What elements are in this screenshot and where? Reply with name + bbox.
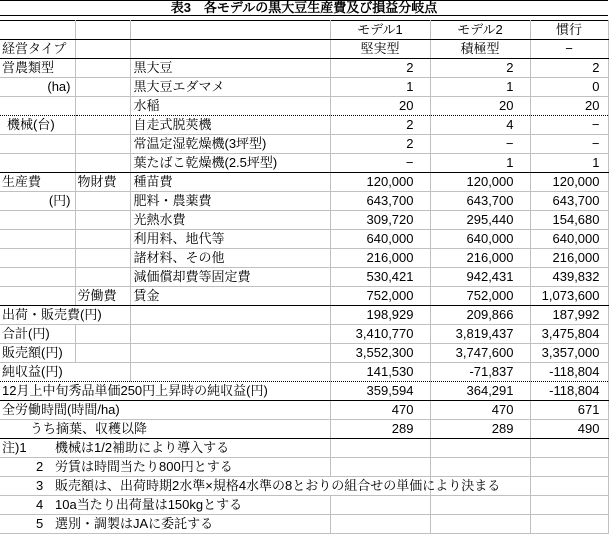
row-machine-tobacco-dryer: [0, 154, 608, 173]
item-label: 自走式脱莢機: [130, 116, 330, 135]
empty-cell: [0, 21, 75, 40]
value-model1: 3,410,770: [330, 325, 430, 344]
item-label: 黒大豆エダマメ: [130, 78, 330, 97]
row-net-profit: [0, 363, 608, 382]
value-model2: 積極型: [430, 40, 530, 59]
empty-cell: [75, 249, 130, 268]
value-model2: 289: [430, 420, 530, 439]
note-text: 10a当たり出荷量は150kgとする: [55, 497, 243, 512]
value-model2: 470: [430, 401, 530, 420]
row-label: 出荷・販売費(円): [0, 306, 130, 325]
col-header-conventional: 慣行: [530, 21, 608, 40]
col-header-model2: モデル2: [430, 21, 530, 40]
note-text: 販売額は、出荷時期2水準×規格4水準の8とおりの組合せの単価により決まる: [55, 478, 501, 493]
item-label: 減価償却費等固定費: [130, 268, 330, 287]
row-crop-black-soybean: [0, 59, 608, 78]
value-model1: −: [330, 154, 430, 173]
value-model1: 堅実型: [330, 40, 430, 59]
row-column-headers: [0, 21, 608, 40]
item-label: 種苗費: [130, 173, 330, 192]
empty-cell: [130, 306, 330, 325]
value-conventional: 2: [530, 59, 608, 78]
value-model1: 141,530: [330, 363, 430, 382]
value-model2: 942,431: [430, 268, 530, 287]
row-labor-after-harvest: [0, 420, 608, 439]
row-crop-paddy-rice: [0, 97, 608, 116]
row-net-profit-december-price-up: [0, 382, 608, 401]
value-conventional: 1: [530, 154, 608, 173]
row-crop-edamame: [0, 78, 608, 97]
item-label: 利用料、地代等: [130, 230, 330, 249]
empty-cell: [0, 249, 75, 268]
note-number: 2: [36, 459, 44, 474]
row-shipping-sales-cost: [0, 306, 608, 325]
note-row-4: [0, 496, 608, 515]
row-label: 生産費: [0, 173, 75, 192]
value-model1: 1: [330, 78, 430, 97]
empty-cell: [330, 439, 430, 458]
empty-cell: [530, 515, 608, 534]
note-number: 3: [36, 478, 44, 493]
row-cost-wages: [0, 287, 608, 306]
value-model2: 20: [430, 97, 530, 116]
item-label: 葉たばこ乾燥機(2.5坪型): [130, 154, 330, 173]
empty-cell: [530, 496, 608, 515]
empty-cell: [430, 439, 530, 458]
value-conventional: 671: [530, 401, 608, 420]
value-model2: -71,837: [430, 363, 530, 382]
empty-cell: [330, 458, 430, 477]
note-cell: [0, 496, 330, 515]
row-label: 純収益(円): [0, 363, 130, 382]
empty-cell: [75, 59, 130, 78]
empty-cell: [0, 230, 75, 249]
value-conventional: 490: [530, 420, 608, 439]
value-model1: 309,720: [330, 211, 430, 230]
row-label: うち摘葉、収穫以降: [0, 420, 330, 439]
row-label: (円): [0, 192, 75, 211]
empty-cell: [75, 344, 130, 363]
note-cell: [0, 477, 501, 496]
value-model2: 295,440: [430, 211, 530, 230]
empty-cell: [0, 154, 75, 173]
value-model1: 198,929: [330, 306, 430, 325]
value-model2: 1: [430, 78, 530, 97]
cost-table: [0, 20, 609, 534]
row-total-labor-hours: [0, 401, 608, 420]
item-label: 諸材料、その他: [130, 249, 330, 268]
value-conventional: 187,992: [530, 306, 608, 325]
value-conventional: 20: [530, 97, 608, 116]
sub-label: 物財費: [75, 173, 130, 192]
empty-cell: [75, 116, 130, 135]
row-cost-utilities: [0, 211, 608, 230]
note-text: 選別・調製はJAに委託する: [55, 516, 214, 531]
value-conventional: 643,700: [530, 192, 608, 211]
row-cost-fertilizer: [0, 192, 608, 211]
value-conventional: 154,680: [530, 211, 608, 230]
value-model1: 20: [330, 97, 430, 116]
col-header-model1: モデル1: [330, 21, 430, 40]
row-total-cost: [0, 325, 608, 344]
note-number: 5: [36, 516, 44, 531]
empty-cell: [0, 97, 75, 116]
note-row-5: [0, 515, 608, 534]
empty-cell: [75, 97, 130, 116]
row-cost-materials: [0, 249, 608, 268]
row-label: 全労働時間(時間/ha): [0, 401, 330, 420]
note-row-2: [0, 458, 608, 477]
empty-cell: [0, 135, 75, 154]
empty-cell: [530, 477, 608, 496]
empty-cell: [0, 268, 75, 287]
value-model2: 4: [430, 116, 530, 135]
row-label: 機械(台): [0, 116, 75, 135]
value-model1: 216,000: [330, 249, 430, 268]
empty-cell: [530, 439, 608, 458]
value-conventional: 439,832: [530, 268, 608, 287]
empty-cell: [530, 458, 608, 477]
row-cost-depreciation: [0, 268, 608, 287]
value-model2: 3,819,437: [430, 325, 530, 344]
empty-cell: [75, 154, 130, 173]
value-conventional: 3,357,000: [530, 344, 608, 363]
value-model1: 530,421: [330, 268, 430, 287]
value-model2: 1: [430, 154, 530, 173]
item-label: 賃金: [130, 287, 330, 306]
value-conventional: 1,073,600: [530, 287, 608, 306]
sub-label: 労働費: [75, 287, 130, 306]
item-label: 肥料・農薬費: [130, 192, 330, 211]
row-sales-amount: [0, 344, 608, 363]
empty-cell: [75, 268, 130, 287]
value-conventional: −: [530, 116, 608, 135]
item-label: 黒大豆: [130, 59, 330, 78]
note-cell: [0, 515, 330, 534]
empty-cell: [75, 40, 130, 59]
empty-cell: [75, 192, 130, 211]
value-model1: 2: [330, 135, 430, 154]
empty-cell: [330, 496, 430, 515]
value-model1: 359,594: [330, 382, 430, 401]
item-label: 水稲: [130, 97, 330, 116]
value-model2: −: [430, 135, 530, 154]
value-conventional: 216,000: [530, 249, 608, 268]
empty-cell: [130, 344, 330, 363]
note-row-1: [0, 439, 608, 458]
value-model2: 752,000: [430, 287, 530, 306]
value-model1: 643,700: [330, 192, 430, 211]
value-model2: 209,866: [430, 306, 530, 325]
row-management-type: [0, 40, 608, 59]
item-label: 光熱水費: [130, 211, 330, 230]
note-row-3: [0, 477, 608, 496]
value-model1: 3,552,300: [330, 344, 430, 363]
row-label: 経営タイプ: [0, 40, 75, 59]
value-model1: 2: [330, 116, 430, 135]
empty-cell: [75, 211, 130, 230]
value-model1: 120,000: [330, 173, 430, 192]
value-conventional: -118,804: [530, 363, 608, 382]
row-cost-fees-land: [0, 230, 608, 249]
value-conventional: -118,804: [530, 382, 608, 401]
value-model1: 752,000: [330, 287, 430, 306]
value-model2: 3,747,600: [430, 344, 530, 363]
empty-cell: [0, 287, 75, 306]
value-conventional: −: [530, 135, 608, 154]
value-conventional: −: [530, 40, 608, 59]
empty-cell: [130, 325, 330, 344]
empty-cell: [330, 515, 430, 534]
item-label: 常温定湿乾燥機(3坪型): [130, 135, 330, 154]
row-label: 12月上中旬秀品単価250円上昇時の純収益(円): [0, 382, 330, 401]
value-model2: 2: [430, 59, 530, 78]
note-number: 4: [36, 497, 44, 512]
empty-cell: [0, 211, 75, 230]
table-title: 表3 各モデルの黒大豆生産費及び損益分岐点: [0, 0, 608, 16]
value-model1: 470: [330, 401, 430, 420]
note-number: 注)1: [2, 440, 27, 455]
value-model2: 216,000: [430, 249, 530, 268]
note-cell: [0, 439, 330, 458]
value-conventional: 0: [530, 78, 608, 97]
row-label: 営農類型: [0, 59, 75, 78]
value-model2: 643,700: [430, 192, 530, 211]
empty-cell: [75, 78, 130, 97]
row-label: 販売額(円): [0, 344, 75, 363]
row-label: 合計(円): [0, 325, 75, 344]
empty-cell: [130, 21, 330, 40]
value-model2: 640,000: [430, 230, 530, 249]
note-text: 機械は1/2補助により導入する: [55, 440, 230, 455]
empty-cell: [130, 40, 330, 59]
note-cell: [0, 458, 330, 477]
row-machine-pod-thresher: [0, 116, 608, 135]
value-model1: 2: [330, 59, 430, 78]
empty-cell: [430, 496, 530, 515]
value-model2: 120,000: [430, 173, 530, 192]
row-label: (ha): [0, 78, 75, 97]
value-model1: 289: [330, 420, 430, 439]
value-conventional: 3,475,804: [530, 325, 608, 344]
value-conventional: 120,000: [530, 173, 608, 192]
row-machine-dryer-3tsubo: [0, 135, 608, 154]
value-model2: 364,291: [430, 382, 530, 401]
empty-cell: [430, 458, 530, 477]
empty-cell: [75, 230, 130, 249]
note-text: 労賃は時間当たり800円とする: [55, 459, 233, 474]
empty-cell: [75, 21, 130, 40]
value-conventional: 640,000: [530, 230, 608, 249]
empty-cell: [75, 135, 130, 154]
empty-cell: [75, 325, 130, 344]
value-model1: 640,000: [330, 230, 430, 249]
row-cost-seed: [0, 173, 608, 192]
empty-cell: [430, 515, 530, 534]
empty-cell: [130, 363, 330, 382]
